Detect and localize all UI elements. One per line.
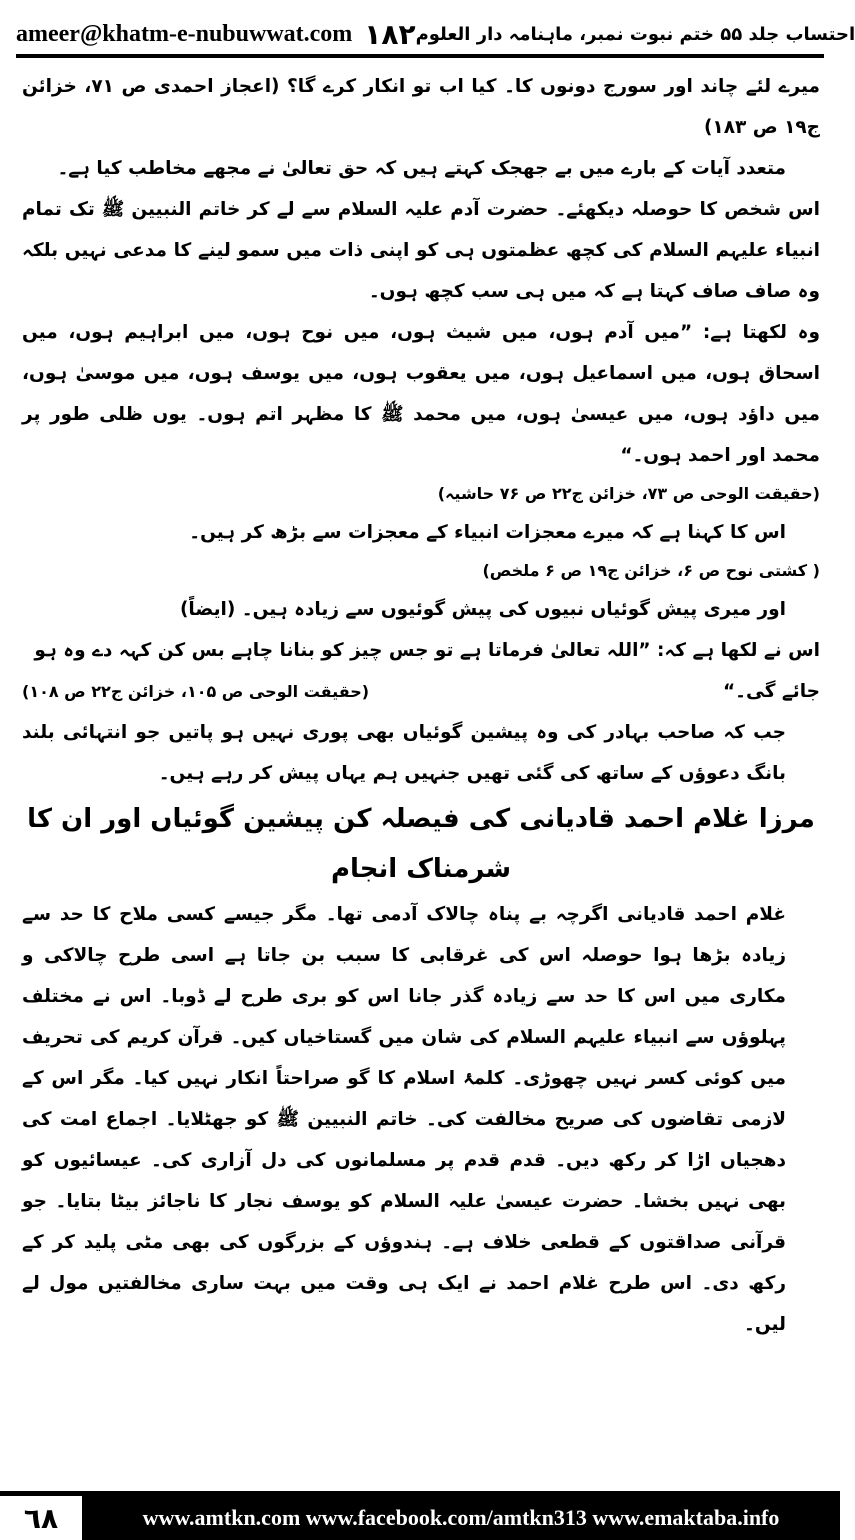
paragraph-8: جب کہ صاحب بہادر کی وہ پیشین گوئیاں بھی پوری نہیں ہو پاتیں جو انتہائی بلند بانگ دعوؤں کے ساتھ کی گئی تھیں جنہیں ہم یہاں پیش کر رہے ہیں۔ (22, 722, 786, 784)
footer-page-number: ٦٨ (0, 1496, 82, 1540)
paragraph-6: اور میری پیش گوئیاں نبیوں کی پیش گوئیوں سے زیادہ ہیں۔ (ایضاً) (179, 599, 786, 620)
header-left (16, 18, 416, 51)
paragraph-3: اس شخص کا حوصلہ دیکھئے۔ حضرت آدم علیہ السلام سے لے کر خاتم النبیین ﷺ تک تمام انبیاء علیہم السلام کی کچھ عظمتوں ہی کو اپنی ذات میں سمو لینے کا مدعی نہیں بلکہ وہ صاف صاف کہتا ہے کہ میں ہی سب کچھ ہوں۔ (22, 199, 820, 302)
reference-3: (حقیقت الوحی ص ۱۰۵، خزائن ج۲۲ ص ۱۰۸) (22, 682, 370, 701)
paragraph-1: میرے لئے چاند اور سورج دونوں کا۔ کیا اب تو انکار کرے گا؟ (اعجاز احمدی ص ۷۱، خزائن ج۱۹ ص ۱۸۳) (22, 76, 821, 138)
header-page-number: ۱۸۲ (364, 17, 416, 51)
section-heading: مرزا غلام احمد قادیانی کی فیصلہ کن پیشین گوئیاں اور ان کا شرمناک انجام (27, 804, 815, 884)
header-email: ameer@khatm-e-nubuwwat.com (16, 20, 353, 47)
article-body (22, 66, 820, 1345)
header-title: احتساب جلد ۵۵ ختم نبوت نمبر، ماہنامہ دار العلوم (415, 23, 855, 45)
reference-1: (حقیقت الوحی ص ۷۳، خزائن ج۲۲ ص ۷۶ حاشیہ) (437, 484, 820, 503)
paragraph-5: اس کا کہنا ہے کہ میرے معجزات انبیاء کے معجزات سے بڑھ کر ہیں۔ (189, 522, 786, 543)
page-header (16, 14, 855, 58)
paragraph-7-end: جائے گی۔“ (723, 681, 820, 702)
paragraph-7: اس نے لکھا ہے کہ: ”اللہ تعالیٰ فرماتا ہے تو جس چیز کو بنانا چاہے بس کن کہہ دے وہ ہو (34, 640, 820, 661)
page-footer (0, 1491, 840, 1540)
paragraph-9: غلام احمد قادیانی اگرچہ بے پناہ چالاک آدمی تھا۔ مگر جیسے کسی ملاح کا حد سے زیادہ بڑھا ہوا حوصلہ اس کی غرقابی کا سبب بن جاتا ہے اسی طرح چالاکی و مکاری میں اس کا حد سے زیادہ گذر جانا اس کو بری طرح لے ڈوبا۔ اس نے مختلف پہلوؤں سے انبیاء علیہم السلام کی شان میں گستاخیاں کیں۔ قرآن کریم کی تحریف میں کوئی کسر نہیں چھوڑی۔ کلمۂ اسلام کا گو صراحتاً انکار نہیں کیا۔ مگر اس کے لازمی تقاضوں کی صریح مخالفت کی۔ خاتم النبیین ﷺ کو جھٹلایا۔ اجماع امت کی دھجیاں اڑا کر رکھ دیں۔ قدم قدم پر مسلمانوں کی دل آزاری کی۔ عیسائیوں کو بھی نہیں بخشا۔ حضرت عیسیٰ علیہ السلام کو یوسف نجار کا ناجائز بیٹا بتایا۔ جو قرآنی صداقتوں کے قطعی خلاف ہے۔ ہندوؤں کے بزرگوں کی بھی مٹی پلید کر کے رکھ دی۔ اس طرح غلام احمد نے ایک ہی وقت میں بہت ساری مخالفتیں مول لے لیں۔ (22, 904, 786, 1335)
paragraph-2: متعدد آیات کے بارے میں بے جھجک کہتے ہیں کہ حق تعالیٰ نے مجھے مخاطب کیا ہے۔ (57, 158, 786, 179)
paragraph-7-end-line (22, 671, 820, 712)
reference-2: ( کشتی نوح ص ۶، خزائن ج۱۹ ص ۶ ملخص) (482, 561, 820, 580)
paragraph-4: وہ لکھتا ہے: ”میں آدم ہوں، میں شیث ہوں، میں نوح ہوں، میں ابراہیم ہوں، میں اسحاق ہوں، میں اسماعیل ہوں، میں یعقوب ہوں، میں یوسف ہوں، میں موسیٰ ہوں، میں داؤد ہوں، میں عیسیٰ ہوں، میں محمد ﷺ کا مظہر اتم ہوں۔ یوں ظلی طور پر محمد اور احمد ہوں۔“ (22, 322, 820, 466)
footer-urls: www.amtkn.com www.facebook.com/amtkn313 www.emaktaba.info (82, 1496, 840, 1540)
